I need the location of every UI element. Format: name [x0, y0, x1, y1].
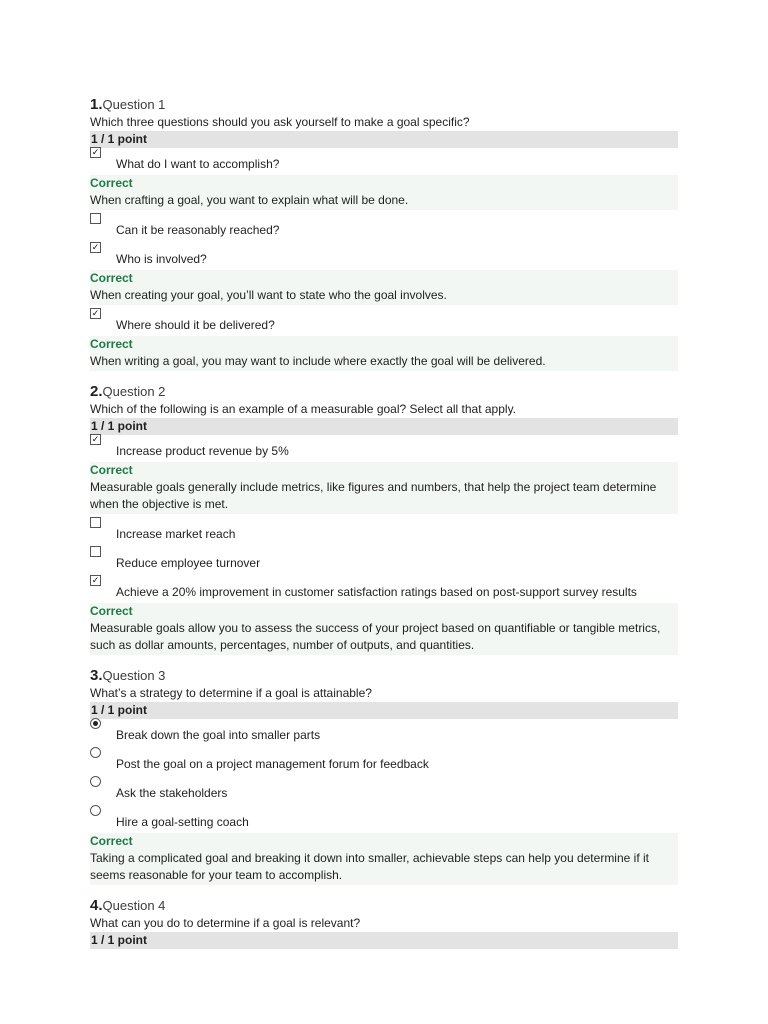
- checked-checkbox-icon[interactable]: [90, 242, 101, 253]
- checkbox-option[interactable]: [90, 242, 678, 268]
- check-mark-icon: ✓: [91, 147, 100, 157]
- checkbox-option[interactable]: [90, 308, 678, 334]
- feedback-status: Correct: [90, 176, 133, 190]
- checkbox-option[interactable]: [90, 520, 678, 543]
- feedback-status: Correct: [90, 834, 133, 848]
- feedback-block: [90, 175, 678, 210]
- check-mark-icon: ✓: [91, 575, 100, 585]
- feedback-block: [90, 833, 678, 885]
- question-number: 1.: [90, 96, 103, 113]
- option-text: Reduce employee turnover: [116, 556, 261, 570]
- option-text: Increase market reach: [116, 527, 236, 541]
- question-header: [90, 383, 678, 400]
- check-mark-icon: ✓: [91, 434, 100, 444]
- checkbox-option[interactable]: [90, 216, 678, 239]
- checkbox-icon[interactable]: [90, 213, 101, 224]
- question-label: Question 1: [102, 97, 166, 112]
- feedback-text: When crafting a goal, you want to explain what will be done.: [90, 193, 409, 207]
- feedback-block: [90, 270, 678, 305]
- score-badge: 1 / 1 point: [90, 702, 678, 719]
- check-mark-icon: ✓: [91, 242, 100, 252]
- options-list: [90, 147, 678, 371]
- radio-option[interactable]: [90, 808, 678, 831]
- radio-icon[interactable]: [90, 747, 101, 758]
- question-header: [90, 96, 678, 113]
- question-block: [90, 667, 678, 885]
- option-text: Hire a goal-setting coach: [116, 815, 249, 829]
- checked-checkbox-icon[interactable]: [90, 147, 101, 158]
- radio-option[interactable]: [90, 750, 678, 773]
- feedback-status: Correct: [90, 337, 133, 351]
- options-list: [90, 721, 678, 831]
- options-list: [90, 434, 678, 655]
- score-badge: 1 / 1 point: [90, 418, 678, 435]
- radio-icon[interactable]: [90, 776, 101, 787]
- score-badge: 1 / 1 point: [90, 131, 678, 148]
- option-text: Achieve a 20% improvement in customer satisfaction ratings based on post-support survey results: [116, 585, 637, 599]
- radio-selected-dot: [93, 721, 98, 726]
- feedback-text: When creating your goal, you’ll want to state who the goal involves.: [90, 288, 447, 302]
- feedback-block: [90, 603, 678, 655]
- question-header: [90, 897, 678, 914]
- radio-icon[interactable]: [90, 718, 101, 729]
- checkbox-option[interactable]: [90, 575, 678, 601]
- score-badge: 1 / 1 point: [90, 932, 678, 949]
- feedback-status: Correct: [90, 604, 133, 618]
- checkbox-option[interactable]: [90, 549, 678, 572]
- checkbox-option[interactable]: [90, 147, 678, 173]
- question-text: Which of the following is an example of a measurable goal? Select all that apply.: [90, 402, 517, 416]
- question-label: Question 2: [102, 384, 166, 399]
- feedback-status: Correct: [90, 271, 133, 285]
- check-mark-icon: ✓: [91, 308, 100, 318]
- question-label: Question 3: [102, 668, 166, 683]
- radio-option[interactable]: [90, 779, 678, 802]
- question-number: 4.: [90, 897, 103, 914]
- feedback-block: [90, 462, 678, 514]
- option-text: Increase product revenue by 5%: [116, 444, 289, 458]
- checked-checkbox-icon[interactable]: [90, 308, 101, 319]
- feedback-text: Taking a complicated goal and breaking it down into smaller, achievable steps can help you determine if it seems reasonable for your team to accomplish.: [90, 851, 649, 882]
- question-text: Which three questions should you ask yourself to make a goal specific?: [90, 115, 470, 129]
- checkbox-icon[interactable]: [90, 517, 101, 528]
- checked-checkbox-icon[interactable]: [90, 575, 101, 586]
- option-text: Ask the stakeholders: [116, 786, 228, 800]
- question-number: 3.: [90, 667, 103, 684]
- question-text: What’s a strategy to determine if a goal is attainable?: [90, 686, 372, 700]
- checked-checkbox-icon[interactable]: [90, 434, 101, 445]
- option-text: What do I want to accomplish?: [116, 157, 280, 171]
- question-header: [90, 667, 678, 684]
- question-block: [90, 897, 678, 949]
- feedback-text: When writing a goal, you may want to include where exactly the goal will be delivered.: [90, 354, 546, 368]
- quiz-page: [90, 96, 678, 961]
- question-number: 2.: [90, 383, 103, 400]
- feedback-block: [90, 336, 678, 371]
- option-text: Break down the goal into smaller parts: [116, 728, 321, 742]
- question-block: [90, 96, 678, 371]
- option-text: Post the goal on a project management forum for feedback: [116, 757, 429, 771]
- checkbox-icon[interactable]: [90, 546, 101, 557]
- question-label: Question 4: [102, 898, 166, 913]
- option-text: Who is involved?: [116, 252, 207, 266]
- question-text: What can you do to determine if a goal is relevant?: [90, 916, 361, 930]
- question-block: [90, 383, 678, 655]
- feedback-text: Measurable goals generally include metrics, like figures and numbers, that help the project team determine when the objective is met.: [90, 480, 657, 511]
- checkbox-option[interactable]: [90, 434, 678, 460]
- feedback-text: Measurable goals allow you to assess the success of your project based on quantifiable or tangible metrics, such as dollar amounts, percentages, number of outputs, and quantities.: [90, 621, 661, 652]
- option-text: Can it be reasonably reached?: [116, 223, 280, 237]
- radio-icon[interactable]: [90, 805, 101, 816]
- radio-option[interactable]: [90, 721, 678, 744]
- option-text: Where should it be delivered?: [116, 318, 275, 332]
- feedback-status: Correct: [90, 463, 133, 477]
